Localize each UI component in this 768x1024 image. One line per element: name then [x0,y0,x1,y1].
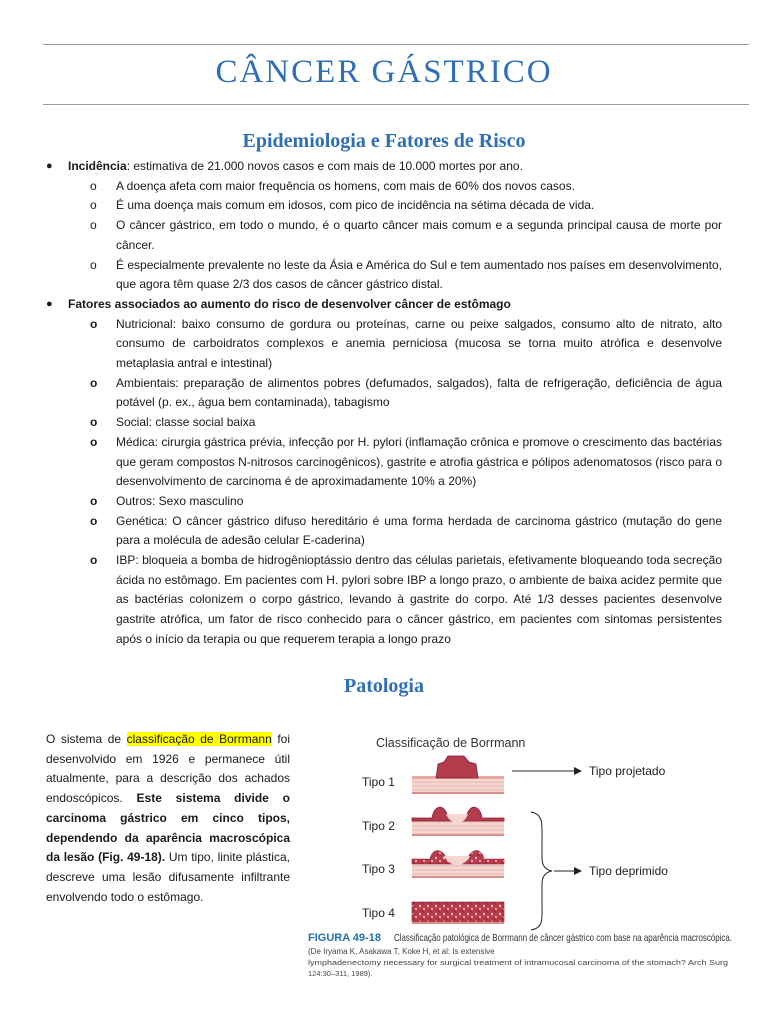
tipo-1-label: Tipo 1 [362,775,395,789]
list-item-incidencia [0,157,768,177]
incidencia-text: : estimativa de 21.000 novos casos e com mais de 10.000 mortes por ano. [126,159,523,173]
arrowhead-icon [574,767,582,775]
section-heading-patologia: Patologia [344,675,424,697]
list-item [0,374,768,413]
arrowhead-icon [574,867,582,875]
list-item [0,433,768,492]
list-item [0,315,768,374]
tipo-1-diagram [412,756,504,794]
circle-bullet-icon: o [90,415,98,430]
caption-label: FIGURA 49-18 [308,932,381,944]
incidencia-label: Incidência [68,159,127,173]
list-item-text: Social: classe social baixa [116,415,256,430]
tipo-2-diagram [412,807,504,836]
bullet-icon: ● [46,160,53,172]
caption-main: Classificação patológica de Borrmann de câncer gástrico com base na aparência macroscópica. [394,932,732,944]
list-item-text: Médica: cirurgia gástrica prévia, infecção por H. pylori (inflamação crônica e promove o crescimento das bactérias que geram compostos N-nitrosos carcinogênicos), gastrite e atrofia gástrica e pólipos adenomatosos (risco para o desenvolvimento de carcinoma é de aproximadamente 10% a 20%) [116,434,722,489]
highlighted-text: classificação de Borrmann [126,732,272,746]
caption-ref-2: lymphadenectomy necessary for surgical treatment of intramucosal carcinoma of the stomach? Arch Surg [308,958,728,967]
list-item-text: Nutricional: baixo consumo de gordura ou proteínas, carne ou peixe salgados, consumo alto de nitrato, alto consumo de carboidratos complexos e anemia perniciosa (mucosa se torna muito atrófica e desenvolve metaplasia antral e intestinal) [116,316,722,371]
circle-bullet-icon: o [90,316,98,331]
list-item-text: A doença afeta com maior frequência os homens, com mais de 60% dos novos casos. [116,178,575,193]
page-title: CÂNCER GÁSTRICO [215,54,553,90]
title-rule [43,104,749,105]
circle-bullet-icon: o [90,434,98,449]
tipo-2-label: Tipo 2 [362,819,395,833]
caption-ref-3: 124:30–311, 1989). [308,969,373,978]
fatores-label: Fatores associados ao aumento do risco de desenvolver câncer de estômago [68,296,511,311]
list-item-fatores [0,295,768,315]
list-item-text: O câncer gástrico, em todo o mundo, é o quarto câncer mais comum e a segunda principal causa de morte por câncer. [116,218,722,252]
circle-bullet-icon: o [90,218,97,233]
tipo-4-diagram [412,902,504,924]
list-item-text: É uma doença mais comum em idosos, com pico de incidência na sétima década de vida. [116,198,595,213]
bullet-icon: ● [46,297,53,310]
figure-title: Classificação de Borrmann [376,736,526,750]
circle-bullet-icon: o [90,178,97,193]
patologia-paragraph: O sistema de classificação de Borrmann foi desenvolvido em 1926 e permanece útil atualmente, para a descrição dos achados endoscópicos. Este sistema divide o carcinoma gástrico em cinco tipos, dependendo da aparência macroscópica da lesão (Fig. 49-18). Um tipo, linite plástica, descreve uma lesão difusamente infiltrante envolvendo todo o estômago. [46,732,290,904]
tipo-3-label: Tipo 3 [362,862,395,876]
list-item [0,492,768,512]
list-item [0,177,768,197]
list-item [0,413,768,433]
list-item-text: É especialmente prevalente no leste da Ásia e América do Sul e tem aumentado nos países em desenvolvimento, que agora têm quase 2/3 dos casos de câncer gástrico distal. [116,257,722,292]
list-item [0,551,768,650]
list-item-text: Ambientais: preparação de alimentos pobres (defumados, salgados), falta de refrigeração, deficiência de água potável (p. ex., água bem contaminada), tabagismo [116,375,722,410]
list-item-text: Genética: O câncer gástrico difuso hereditário é uma forma herdada de carcinoma gástrico (mutação do gene para a molécula de adesão celular E-caderina) [116,513,722,548]
top-rule [43,44,749,45]
list-item [0,216,768,255]
list-item [0,512,768,551]
circle-bullet-icon: o [90,553,98,568]
list-item-text: Outros: Sexo masculino [116,493,244,508]
label-deprimido: Tipo deprimido [589,864,668,878]
risk-list [0,157,768,650]
caption-ref-1: (De Iryama K, Asakawa T, Koke H, et al: Is extensive [308,947,495,956]
circle-bullet-icon: o [90,198,97,213]
borrmann-figure [306,728,736,980]
label-projetado: Tipo projetado [589,764,666,778]
list-item-text: IBP: bloqueia a bomba de hidrogênioptássio dentro das células parietais, efetivamente bloqueando toda secreção ácida no estômago. Em pacientes com H. pylori sobre IBP a longo prazo, o ambiente de baixa acidez permite que as bactérias colonizem o corpo gástrico, levando à gastrite do corpo. Até 1/3 desses pacientes desenvolve gastrite atrófica, um fator de risco conhecido para o câncer gástrico, em pacientes com sintomas persistentes após o início da terapia ou que requerem terapia a longo prazo [116,553,722,646]
circle-bullet-icon: o [90,375,98,390]
list-item [0,196,768,216]
section-heading-epidemiologia: Epidemiologia e Fatores de Risco [242,130,526,152]
tipo-4-label: Tipo 4 [362,906,395,920]
circle-bullet-icon: o [90,493,98,508]
tipo-3-diagram [412,851,504,878]
list-item [0,256,768,295]
circle-bullet-icon: o [90,257,97,272]
brace-icon [531,812,552,930]
circle-bullet-icon: o [90,513,98,528]
